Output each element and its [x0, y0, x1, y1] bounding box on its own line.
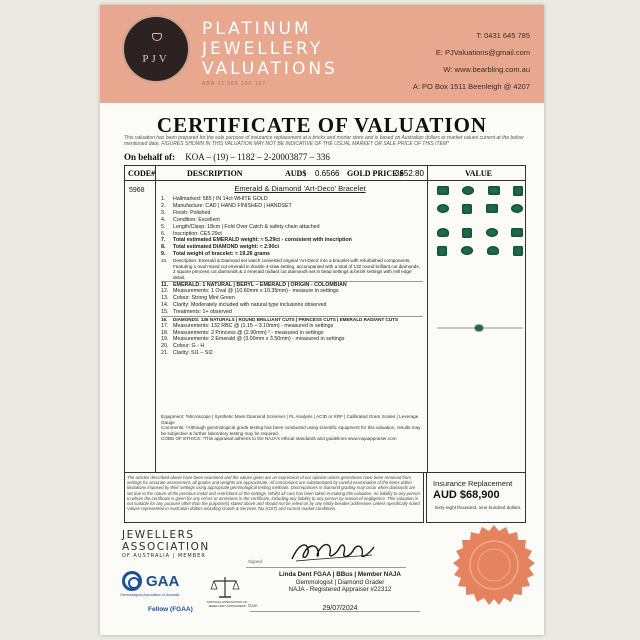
signed-label: Signed [248, 559, 263, 564]
contact-address: A: PO Box 1511 Beenleigh @ 4207 [412, 82, 530, 91]
list-item: 17. Measurements: 132 RBC @ (1.15 – 3.10mm) - measured in settings [161, 322, 334, 329]
column-divider [155, 166, 156, 472]
item-title: Emerald & Diamond 'Art-Deco' Bracelet [234, 184, 366, 193]
scales-icon [210, 575, 240, 599]
contact-website: W: www.bearbling.com.au [443, 65, 530, 74]
signatory-role: Gemmologist | Diamond Grader [295, 578, 385, 586]
list-item: 2. Manufacture: CAD | HAND FINISHED | HANDSET [161, 202, 292, 209]
list-item: 3. Finish: Polished [161, 209, 211, 216]
signature-line [246, 567, 406, 568]
equipment-note: Equipment: *Microscope | Synthetic Mass Diamond Screener | PL Analysis | ACID or XRF | Calibrated Gram Scales | Leverage Gauge [161, 414, 419, 425]
on-behalf-line: On behalf of: KOA – (19) – 1182 – 2-20003877 – 336 [124, 152, 330, 162]
signatory-details [240, 571, 440, 594]
contact-email: E: PJValuations@gmail.com [435, 48, 530, 57]
list-item: 19. Measurements: 2 Emerald @ (3.00mm x 3.50mm) - measured in settings [161, 336, 345, 343]
date-label: Date [248, 603, 258, 608]
list-item: 11. EMERALD: 1 NATURAL | BERYL – EMERALD | ORIGIN - COLOMBIAN [161, 281, 423, 289]
certificate-page [100, 5, 544, 635]
list-item: 8. Total estimated DIAMOND weight: ≈ 2.90ct [161, 244, 280, 251]
emerald-photo [462, 204, 472, 214]
emerald-photo [461, 246, 473, 255]
emerald-photo [437, 246, 447, 256]
signatory-registration: NAJA - Registered Appraiser #22312 [288, 586, 392, 594]
emerald-photo [437, 228, 449, 237]
logo-monogram: PJV [142, 53, 170, 65]
emerald-photo [486, 204, 498, 213]
emerald-photo [513, 246, 523, 256]
list-item: 16. DIAMONDS: 136 NATURALS | ROUND BRILLIANT CUTS | PRINCESS CUTS | EMERALD RADIANT CUTS [161, 316, 423, 323]
handwritten-signature [286, 535, 378, 567]
list-item: 9. Total weight of bracelet: ≈ 19.26 grams [161, 251, 271, 258]
embossed-seal-icon [452, 525, 536, 609]
abn-number: ABN 11 588 190 137 [202, 81, 267, 87]
item-details [161, 196, 423, 357]
item-code: 5968 [129, 187, 145, 194]
emerald-photo [511, 228, 523, 237]
gaa-logo: GAA [122, 571, 179, 591]
insurance-label: Insurance Replacement [433, 479, 513, 488]
reference-number: KOA – (19) – 1182 – 2-20003877 – 336 [185, 152, 330, 162]
gaa-emblem-icon [122, 571, 142, 591]
emerald-photo [437, 186, 449, 195]
contact-phone: T: 0431 645 785 [476, 31, 530, 40]
aud-rate: 0.6566 [315, 169, 340, 178]
fellow-label: Fellow (FGAA) [148, 606, 193, 613]
list-item: 1. Hallmarked: 585 | IN 14ct WHITE GOLD [161, 196, 268, 202]
insurance-value-box [426, 473, 526, 523]
emerald-photo [462, 186, 474, 195]
insurance-amount: AUD $68,900 [433, 489, 500, 501]
intro-text: This valuation has been prepared for the sole purpose of insurance replacement at a bricks and mortar store and is based on Australian dollars or market values current at the below mentioned date. FIGURES SHOWN IN THIS VALUATION MAY NOT BE INDICATIVE OF THE USUAL MARKET OR SALE PRICE OF THIS ITEM* [124, 135, 524, 147]
list-item: 7. Total estimated EMERALD weight: ≈ 5.29ct - consistent with inscription [161, 237, 352, 244]
signatory-name: Linda Dent FGAA | BBus | Member NAJA [279, 571, 401, 578]
date-line [250, 611, 420, 612]
certificate-date: 29/07/2024 [322, 605, 358, 612]
najv-logo: NATIONAL ASSOCIATION OF JEWELLERY APPRAISERS [210, 575, 240, 599]
jewellers-association-logo: JEWELLERS ASSOCIATION OF AUSTRALIA | MEMBER [122, 529, 210, 559]
ethics-note: CODE OF ETHICS: *This appraisal adheres to the NAJA's ethical standards and guidelines www.najaappraiser.com [161, 436, 397, 442]
emerald-photo [437, 204, 449, 213]
brand-name: PLATINUM JEWELLERY VALUATIONS [202, 19, 338, 79]
table-header: CODE# DESCRIPTION AUD$ 0.6566 GOLD PRICE $ 3652.80 VALUE [125, 166, 525, 181]
certificate-title: CERTIFICATE OF VALUATION [156, 113, 488, 137]
list-item: 20. Colour: G - H [161, 343, 205, 350]
emerald-photos [437, 186, 523, 264]
list-item: 15. Treatments: 1+ observed [161, 309, 232, 316]
list-item: 12. Measurements: 1 Oval @ (10.60mm x 10.35mm) - measure in settings [161, 288, 339, 295]
disclaimer-text: The articles described above have been examined and the values given are an expression of our opinion unless gemstones have been removed from settings for accurate assessment, all grades and weights are approximate. All conclusions are substantiated by careful examination of the items within limitations imposed by their settings using appropriate gemmological testing methods. Discrepancies in diamond grading may occur when diamonds are set due to the nature of the precious metal and restrictions of the settings. Whilst all care has been taken in making this valuation, no liability to any person to whom the certificate is given for any errors or omissions in the certificate, including any liability to any person by reason of negligence. This valuation is not suitable for any purpose other than the purpose(s) stated above and should not be relied on by any entity besides addressee, unless specifically noted. Values represented in Australian dollars including Goods & Services Tax (GST) and current market conditions. [124, 473, 424, 523]
list-item: 14. Clarity: Moderately included with natural type inclusions observed [161, 302, 327, 309]
emerald-photo [488, 186, 500, 195]
column-divider [427, 166, 428, 472]
header-banner [100, 5, 544, 103]
valuation-table [124, 165, 526, 473]
emerald-photo [513, 186, 523, 196]
gold-price: 3652.80 [395, 169, 424, 178]
emerald-photo [462, 228, 472, 238]
list-item: 13. Colour: Strong Mint Green [161, 295, 235, 302]
list-item: 21. Clarity: SI1 – SI2 [161, 350, 213, 357]
list-item: 18. Measurements: 2 Princess @ (2.90mm) ² - measured in settings [161, 329, 324, 336]
comments-note: Comments: *Although gemmological grade testing has been conducted using scientific equipment for this valuation, results may be subjective & further laboratory testing may be required. [161, 425, 421, 436]
list-item: 4. Condition: Excellent [161, 216, 220, 223]
contact-block [413, 27, 530, 95]
list-item: 10. Description: Emerald & Diamond set watch converted original 'Art-Deco' into a bracelet with refurbished components. Featuring 1 oval mixed cut emerald in double 4-claw setting, accompanied with a total of 132 round brilliant cut diamonds, 2 square princess cut diamonds & 2 emerald radiant cut diamonds set in bead settings & bezel settings with mill edge detail. [161, 258, 420, 280]
insurance-amount-words: Sixty-eight thousand, nine hundred dollars. [434, 505, 522, 510]
list-item: 6. Inscription: CE5.29ct [161, 230, 222, 237]
bracelet-photo [437, 324, 523, 332]
list-item: 5. Length/Clasp: 18cm | Fold Over Catch & safety chain attached [161, 223, 320, 230]
emerald-photo [511, 204, 523, 213]
emerald-photo [487, 246, 499, 255]
gaa-subtitle: Gemmological Association of Australia [120, 593, 180, 597]
diamond-icon [152, 33, 162, 41]
pjv-logo [122, 15, 190, 83]
emerald-photo [486, 228, 498, 237]
testing-notes [161, 414, 423, 442]
